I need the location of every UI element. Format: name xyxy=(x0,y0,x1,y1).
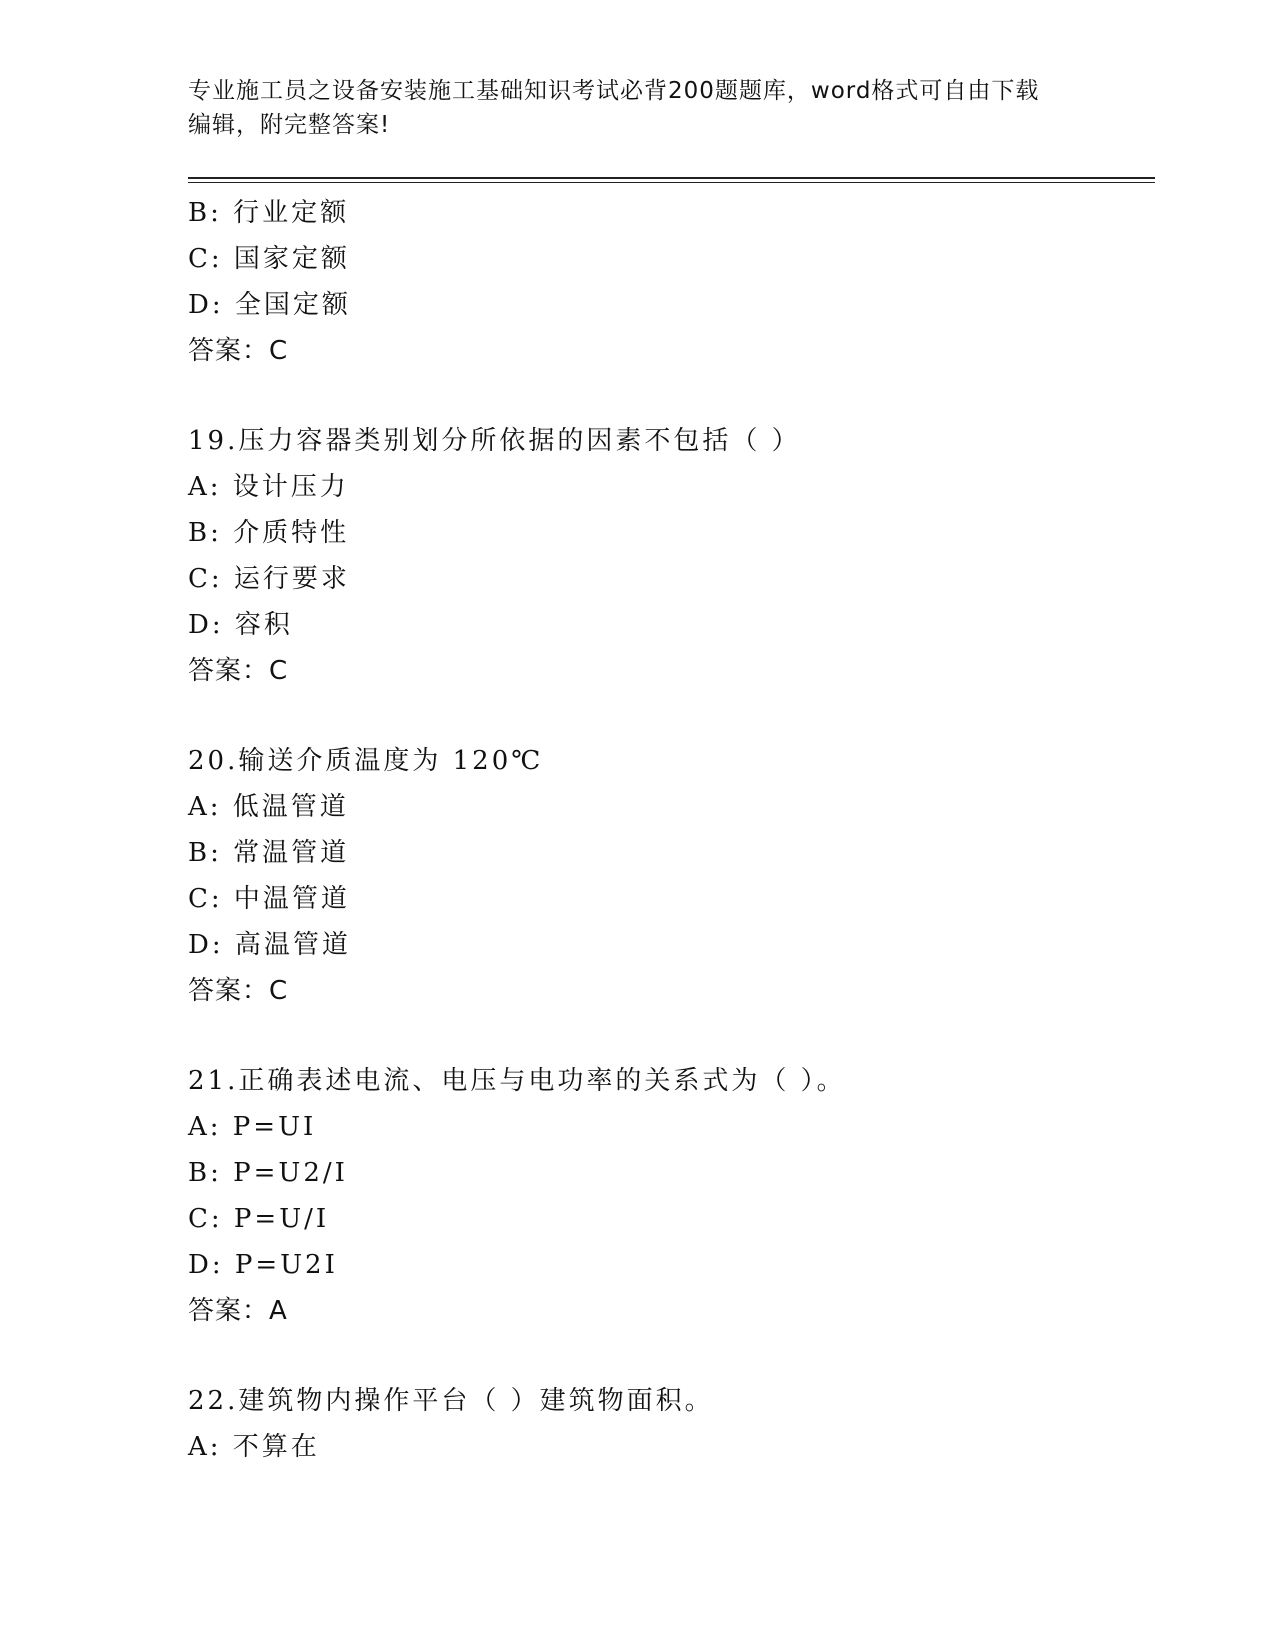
question-text: 21.正确表述电流、电压与电功率的关系式为（ ）。 xyxy=(188,1066,846,1096)
option-b: B: 行业定额 xyxy=(188,198,350,228)
question-20-block xyxy=(188,738,1155,1014)
option-b: B: 常温管道 xyxy=(188,838,350,868)
option-a: A: 不算在 xyxy=(188,1432,320,1462)
answer-line: 答案：C xyxy=(188,656,289,686)
option-d: D: P=U2I xyxy=(188,1250,338,1280)
question-text: 20.输送介质温度为 120℃ xyxy=(188,746,544,776)
option-c: C: 国家定额 xyxy=(188,244,350,274)
question-21-block xyxy=(188,1058,1155,1334)
header-rule-top xyxy=(188,177,1155,179)
answer-line: 答案：A xyxy=(188,1296,288,1326)
question-19-block xyxy=(188,418,1155,694)
question-22-block xyxy=(188,1378,1155,1470)
option-a: A: 设计压力 xyxy=(188,472,349,502)
option-c: C: P=U/I xyxy=(188,1204,330,1234)
question-text: 22.建筑物内操作平台（ ）建筑物面积。 xyxy=(188,1386,714,1416)
question-list xyxy=(188,190,1155,1470)
option-b: B: 介质特性 xyxy=(188,518,350,548)
question-text: 19.压力容器类别划分所依据的因素不包括（ ） xyxy=(188,426,801,456)
option-d: D: 全国定额 xyxy=(188,290,351,320)
header-line-1: 专业施工员之设备安装施工基础知识考试必背200题题库，word格式可自由下载 xyxy=(188,78,1040,104)
option-d: D: 高温管道 xyxy=(188,930,351,960)
option-c: C: 运行要求 xyxy=(188,564,350,594)
option-b: B: P=U2/I xyxy=(188,1158,348,1188)
question-18-block xyxy=(188,190,1155,374)
option-d: D: 容积 xyxy=(188,610,293,640)
option-a: A: 低温管道 xyxy=(188,792,349,822)
option-a: A: P=UI xyxy=(188,1112,317,1142)
header-rule-bottom xyxy=(188,182,1155,183)
answer-line: 答案：C xyxy=(188,976,289,1006)
option-c: C: 中温管道 xyxy=(188,884,350,914)
document-header xyxy=(188,74,1068,142)
answer-line: 答案：C xyxy=(188,336,289,366)
header-line-2: 编辑，附完整答案! xyxy=(188,112,391,138)
